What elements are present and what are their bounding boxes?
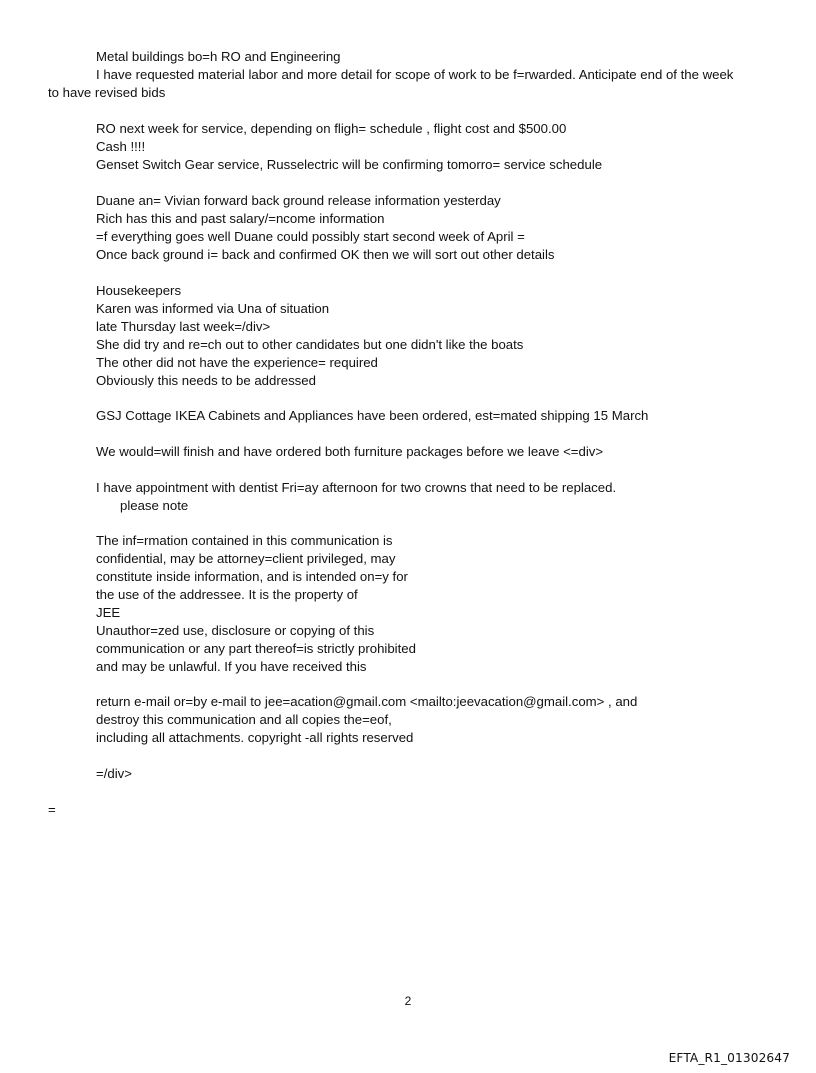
document-id: EFTA_R1_01302647 [668, 1051, 790, 1065]
body-line: Housekeepers [96, 283, 182, 298]
body-line: The other did not have the experience= required [96, 355, 378, 370]
body-line: the use of the addressee. It is the property of [96, 587, 358, 602]
body-line: Rich has this and past salary/=ncome information [96, 211, 385, 226]
body-line: Karen was informed via Una of situation [96, 301, 330, 316]
body-line: please note [120, 498, 189, 513]
body-line: =f everything goes well Duane could possibly start second week of April = [96, 229, 525, 244]
body-line: =/div> [96, 766, 132, 781]
body-line: She did try and re=ch out to other candidates but one didn't like the boats [96, 337, 524, 352]
body-line: I have appointment with dentist Fri=ay afternoon for two crowns that need to be replaced. [96, 480, 617, 495]
body-line: destroy this communication and all copies the=eof, [96, 712, 392, 727]
body-line: late Thursday last week=/div> [96, 319, 271, 334]
body-line: Cash !!!! [96, 139, 146, 154]
body-line: Duane an= Vivian forward back ground release information yesterday [96, 193, 501, 208]
body-line: The inf=rmation contained in this communication is [96, 533, 393, 548]
body-line: Metal buildings bo=h RO and Engineering [96, 49, 341, 64]
body-line: including all attachments. copyright -all rights reserved [96, 730, 414, 745]
body-line: return e-mail or=by e-mail to jee=acation@gmail.com <mailto:jeevacation@gmail.com> , and [96, 694, 638, 709]
body-line: to have revised bids [48, 85, 166, 100]
body-line: confidential, may be attorney=client privileged, may [96, 551, 396, 566]
body-line: Genset Switch Gear service, Russelectric will be confirming tomorro= service schedule [96, 157, 603, 172]
body-line: constitute inside information, and is intended on=y for [96, 569, 408, 584]
body-line: We would=will finish and have ordered both furniture packages before we leave <=div> [96, 444, 604, 459]
body-line: JEE [96, 605, 121, 620]
body-line: Obviously this needs to be addressed [96, 373, 316, 388]
body-line: Once back ground i= back and confirmed OK then we will sort out other details [96, 247, 555, 262]
body-line: Unauthor=zed use, disclosure or copying of this [96, 623, 375, 638]
body-line: RO next week for service, depending on fligh= schedule , flight cost and $500.00 [96, 121, 567, 136]
page-number: 2 [404, 994, 412, 1008]
body-line: GSJ Cottage IKEA Cabinets and Appliances have been ordered, est=mated shipping 15 March [96, 408, 649, 423]
body-line: communication or any part thereof=is strictly prohibited [96, 641, 416, 656]
body-line: and may be unlawful. If you have received this [96, 659, 367, 674]
body-line: = [48, 802, 56, 817]
body-line: I have requested material labor and more detail for scope of work to be f=rwarded. Anticipate end of the week [96, 67, 734, 82]
